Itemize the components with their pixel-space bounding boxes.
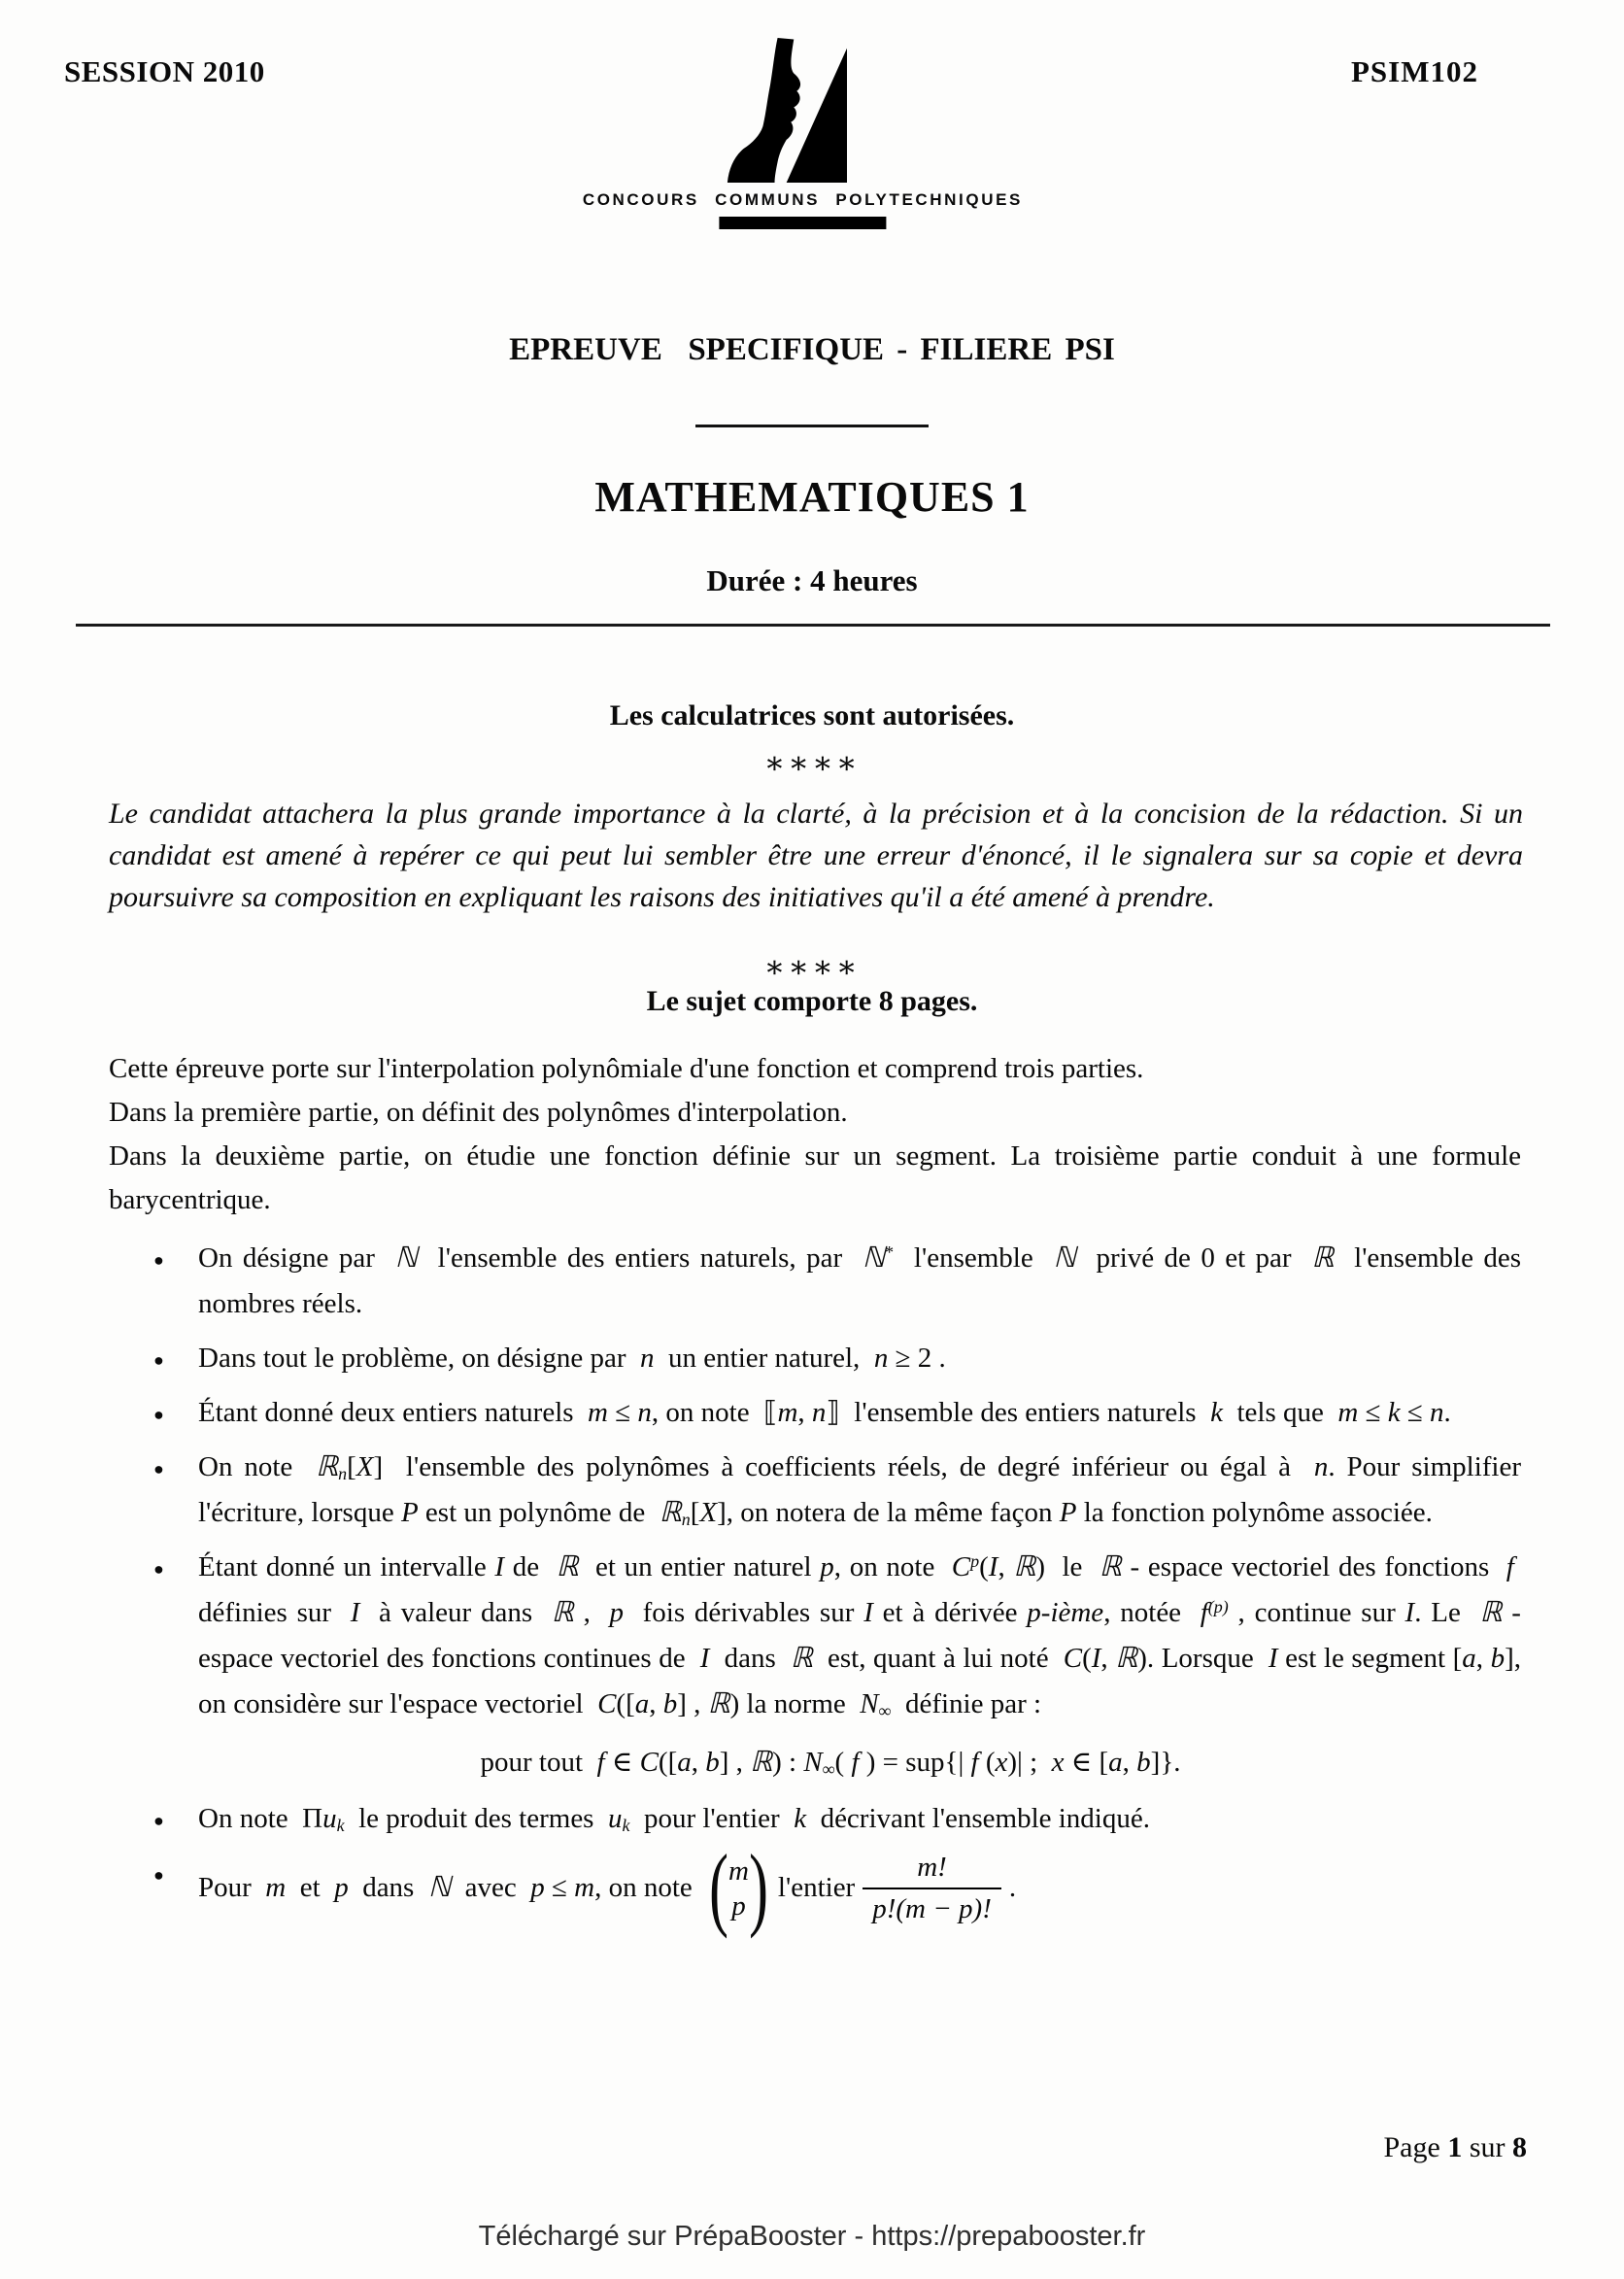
binomial-stack xyxy=(728,1854,749,1924)
intro-line: Dans la deuxième partie, on étudie une fonction définie sur un segment. La troisième partie conduit à une formule barycentrique. xyxy=(109,1140,1521,1215)
list-item-naturals xyxy=(109,1236,1521,1327)
epreuve-title: EPREUVE SPECIFIQUE - FILIERE PSI xyxy=(509,332,1115,367)
title-divider xyxy=(695,425,929,427)
list-item-text: On désigne par ℕ l'ensemble des entiers naturels, par ℕ* l'ensemble ℕ privé de 0 et par ℝ l'ensemble des nombres réels. xyxy=(198,1242,1521,1319)
exam-code: PSIM102 xyxy=(1351,54,1478,88)
session-label: SESSION 2010 xyxy=(64,54,265,88)
bullet-marker-icon: ● xyxy=(153,1405,164,1424)
candidate-notice: Le candidat attachera la plus grande importance à la clarté, à la précision et à la concision de la rédaction. Si un candidat est amené à repérer ce qui peut lui sembler être une erreur d'énoncé, il le signalera sur sa copie et devra poursuivre sa composition en expliquant les raisons des initiatives qu'il a été amené à prendre. xyxy=(109,798,1523,913)
list-item-text: . xyxy=(1008,1872,1017,1904)
logo-caption: CONCOURS COMMUNS POLYTECHNIQUES xyxy=(582,190,1023,209)
list-item-text: Étant donné un intervalle I de ℝ et un entier naturel p, on note $C^p(I$, ℝ) le ℝ - espace vectoriel des fonctions f définies sur I à valeur dans ℝ , p fois dérivables sur I et à dérivée p-ième, notée $f^{(p)}$ , continue sur I. Le ℝ - espace vectoriel des fonctions continues de I dans ℝ est, quant à lui noté C(I, ℝ). Lorsque I est le segment [a, b], on considère sur l'espace vectoriel C([a, b] , ℝ) la norme $N_\infty$ définie par : xyxy=(198,1551,1521,1720)
intro-line: Cette épreuve porte sur l'interpolation polynômiale d'une fonction et comprend trois parties. xyxy=(109,1053,1144,1084)
intro-line: Dans la première partie, on définit des polynômes d'interpolation. xyxy=(109,1097,848,1128)
download-credit: Téléchargé sur PrépaBooster - https://prepabooster.fr xyxy=(478,2221,1146,2252)
list-item-text: Dans tout le problème, on désigne par n un entier naturel, n ≥ 2 . xyxy=(198,1343,946,1374)
list-item-integer-interval xyxy=(109,1390,1521,1436)
bullet-marker-icon: ● xyxy=(153,1865,164,1885)
bullet-marker-icon: ● xyxy=(153,1350,164,1370)
subject-title: MATHEMATIQUES 1 xyxy=(594,473,1030,521)
page-number: Page 1 sur 8 xyxy=(1383,2131,1527,2163)
list-item-text: Pour m et p dans ℕ avec p ≤ m, on note xyxy=(198,1872,700,1904)
right-paren: ) xyxy=(749,1835,768,1940)
list-item-text: l'entier xyxy=(777,1872,856,1904)
factorial-fraction xyxy=(863,1851,1001,1926)
intro-paragraph xyxy=(109,1047,1521,1222)
list-item-text: On note ℝ$_n$[X] l'ensemble des polynômes à coefficients réels, de degré inférieur ou égal à n. Pour simplifier l'écriture, lorsque P est un polynôme de ℝ$_n$[X], on notera de la même façon P la fonction polynôme associée. xyxy=(198,1451,1521,1529)
bullet-marker-icon: ● xyxy=(153,1559,164,1579)
bullet-marker-icon: ● xyxy=(153,1250,164,1270)
face-profile-logo-icon xyxy=(689,35,916,183)
list-item-integer-n xyxy=(109,1336,1521,1381)
list-item-binomial xyxy=(109,1835,1521,1940)
calculators-notice: Les calculatrices sont autorisées. xyxy=(609,699,1015,731)
bullet-marker-icon: ● xyxy=(153,1459,164,1479)
duration-line: Durée : 4 heures xyxy=(706,563,918,597)
list-item-polynomials xyxy=(109,1445,1521,1536)
list-item-function-spaces xyxy=(109,1545,1521,1787)
body-content xyxy=(109,1047,1521,1940)
list-item-product-notation xyxy=(109,1796,1521,1842)
binomial-top: m xyxy=(728,1854,749,1887)
stars-separator-top: ∗∗∗∗ xyxy=(763,745,861,780)
header-rule xyxy=(76,624,1550,627)
ccp-logo xyxy=(569,35,1035,229)
binomial-bottom: p xyxy=(731,1889,746,1922)
fraction-denominator: p!(m − p)! xyxy=(863,1888,1001,1926)
pages-count-line: Le sujet comporte 8 pages. xyxy=(646,985,978,1017)
binomial-coefficient xyxy=(703,1835,774,1940)
norm-equation: pour tout f ∈ C([a, b] , ℝ) : $N_\infty$( f ) = sup{| f (x)| ; x ∈ [a, b]}. xyxy=(480,1747,1181,1779)
left-paren: ( xyxy=(709,1835,728,1940)
notation-list xyxy=(109,1236,1521,1940)
fraction-numerator: m! xyxy=(917,1852,947,1883)
stars-separator-bottom: ∗∗∗∗ xyxy=(763,949,861,984)
logo-underline-bar xyxy=(719,217,886,229)
list-item-text: Étant donné deux entiers naturels m ≤ n, on note ⟦m, n⟧ l'ensemble des entiers naturels k tels que m ≤ k ≤ n. xyxy=(198,1397,1451,1428)
bullet-marker-icon: ● xyxy=(153,1811,164,1830)
list-item-text: On note $\Pi u_k$ le produit des termes $u_k$ pour l'entier k décrivant l'ensemble indiqué. xyxy=(198,1803,1150,1835)
